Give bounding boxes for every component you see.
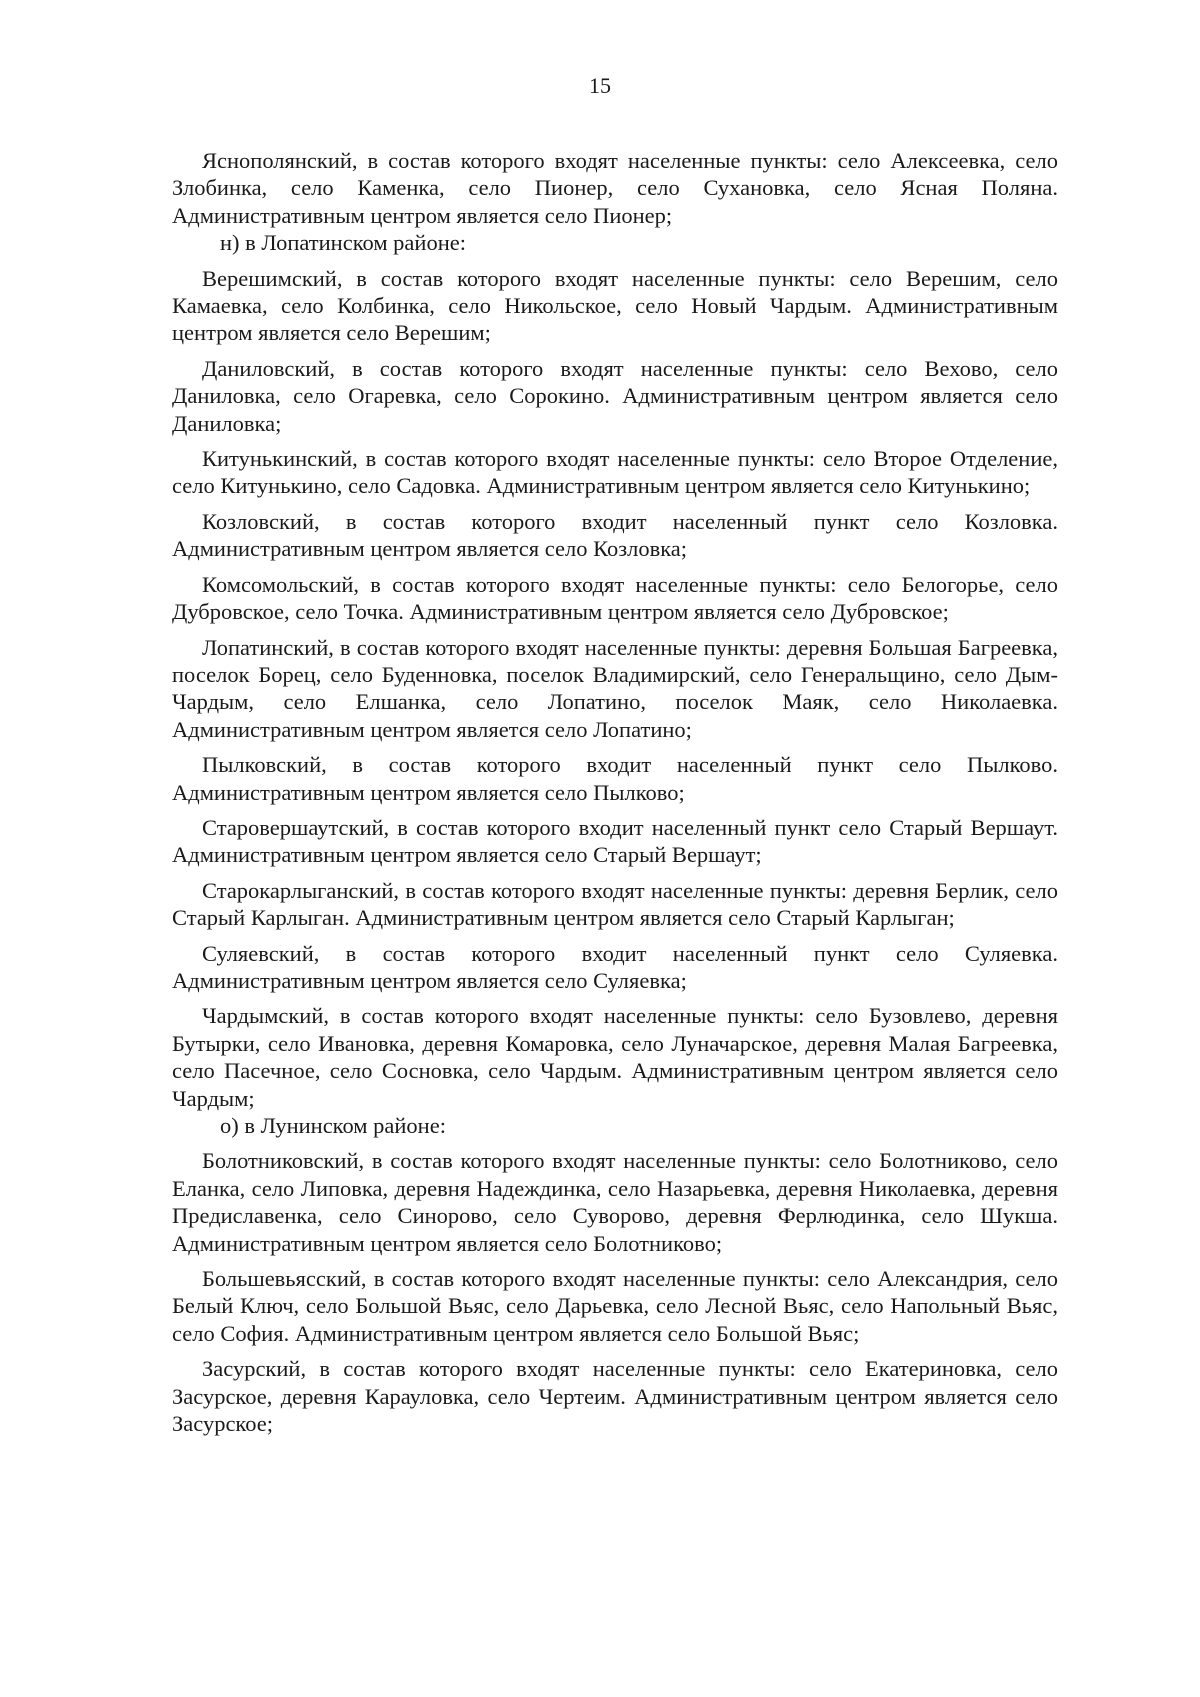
- paragraph-kitunkinsky: Китунькинский, в состав которого входят населенные пункты: село Второе Отделение, село Китунькино, село Садовка. Административным центром является село Китунькино;: [172, 446, 1058, 499]
- paragraph-danilovsky: Даниловский, в состав которого входят населенные пункты: село Вехово, село Даниловка, село Огаревка, село Сорокино. Административным центром является село Даниловка;: [172, 355, 1058, 436]
- paragraph-starokarlygansky: Старокарлыганский, в состав которого входят населенные пункты: деревня Берлик, село Старый Карлыган. Административным центром является село Старый Карлыган;: [172, 877, 1058, 931]
- paragraph-yasnopolyansky: Яснополянский, в состав которого входят населенные пункты: село Алексеевка, село Злобинка, село Каменка, село Пионер, село Сухановка, село Ясная Поляна. Административным центром является село Пионер;: [172, 148, 1058, 228]
- paragraph-chardymsky: Чардымский, в состав которого входят населенные пункты: село Бузовлево, деревня Бутырки, село Ивановка, деревня Комаровка, село Луначарское, деревня Малая Багреевка, село Пасечное, село Сосновка, село Чардым. Административным центром является село Чардым;: [172, 1003, 1058, 1111]
- paragraph-staroversha​utsky: Старовершаутский, в состав которого входит населенный пункт село Старый Вершаут. Административным центром является село Старый Вершаут;: [172, 814, 1058, 868]
- paragraph-pylkovsky: Пылковский, в состав которого входит населенный пункт село Пылково. Административным центром является село Пылково;: [172, 752, 1058, 805]
- section-heading-lopatinsky-district: н) в Лопатинском районе:: [220, 230, 466, 256]
- document-body: [172, 147, 1058, 1445]
- section-heading-luninsky-district: о) в Лунинском районе:: [220, 1113, 446, 1138]
- paragraph-vereshimsky: Верешимский, в состав которого входят населенные пункты: село Верешим, село Камаевка, село Колбинка, село Никольское, село Новый Чардым. Административным центром является село Верешим;: [172, 265, 1058, 346]
- paragraph-komsomolsky: Комсомольский, в состав которого входят населенные пункты: село Белогорье, село Дубровское, село Точка. Административным центром является село Дубровское;: [172, 571, 1058, 625]
- paragraph-bolshevyassky: Большевьясский, в состав которого входят населенные пункты: село Александрия, село Белый Ключ, село Большой Вьяс, село Дарьевка, село Лесной Вьяс, село Напольный Вьяс, село София. Административным центром является село Большой Вьяс;: [172, 1266, 1058, 1346]
- paragraph-sulyaevsky: Суляевский, в состав которого входит населенный пункт село Суляевка. Административным центром является село Суляевка;: [172, 940, 1058, 993]
- paragraph-bolotnikovsky: Болотниковский, в состав которого входят населенные пункты: село Болотниково, село Еланка, село Липовка, деревня Надеждинка, село Назарьевка, деревня Николаевка, деревня Предиславенка, село Синорово, село Суворово, деревня Ферлюдинка, село Шукша. Административным центром является село Болотниково;: [172, 1148, 1058, 1256]
- paragraph-lopatinsky: Лопатинский, в состав которого входят населенные пункты: деревня Большая Багреевка, поселок Борец, село Буденновка, поселок Владимирский, село Генеральщино, село Дым-Чардым, село Елшанка, село Лопатино, поселок Маяк, село Николаевка. Административным центром является село Лопатино;: [172, 634, 1058, 742]
- paragraph-zasursky: Засурский, в состав которого входят населенные пункты: село Екатериновка, село Засурское, деревня Карауловка, село Чертеим. Административным центром является село Засурское;: [172, 1356, 1058, 1437]
- page-number: 15: [589, 73, 611, 98]
- paragraph-kozlovsky: Козловский, в состав которого входит населенный пункт село Козловка. Административным центром является село Козловка;: [172, 508, 1058, 562]
